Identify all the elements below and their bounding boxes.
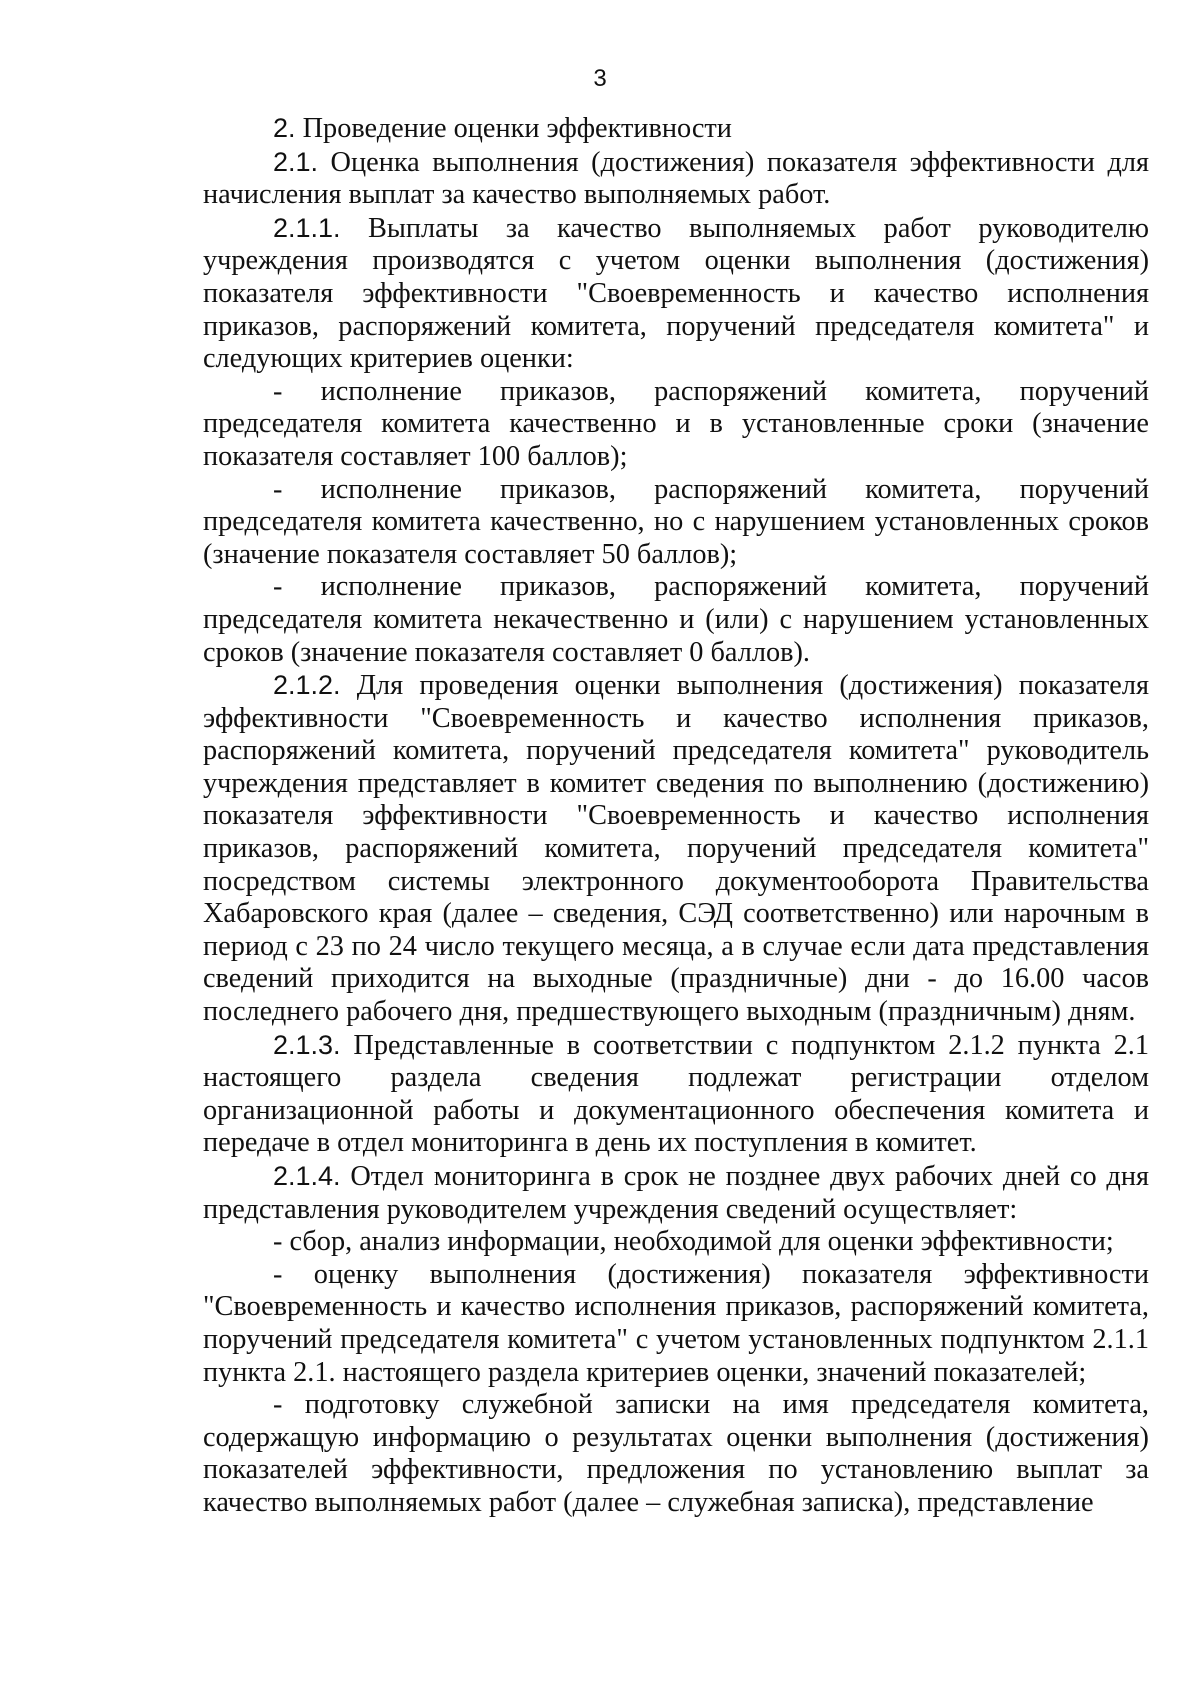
paragraph-number: 2.1.4. — [273, 1161, 341, 1191]
paragraph-2-1 — [203, 146, 1149, 212]
paragraph-number: 2.1.1. — [273, 212, 341, 243]
paragraph-number: 2.1.2. — [273, 670, 341, 701]
paragraph-number: 2.1.3. — [273, 1029, 341, 1060]
section-heading — [203, 112, 1149, 146]
task-item: - оценку выполнения (достижения) показателя эффективности "Своевременность и качество исполнения приказов, распоряжений комитета, поручений председателя комитета" с учетом установленных подпунктом 2.1.1 пункта 2.1. настоящего раздела критериев оценки, значений показателей; — [203, 1258, 1149, 1388]
task-item: - подготовку служебной записки на имя председателя комитета, содержащую информацию о результатах оценки выполнения (достижения) показателей эффективности, предложения по установлению выплат за качество выполняемых работ (далее – служебная записка), представление — [203, 1389, 1149, 1518]
paragraph-2-1-4 — [203, 1160, 1149, 1226]
paragraph-text: Оценка выполнения (достижения) показателя эффективности для начисления выплат за качество выполняемых работ. — [203, 146, 1149, 211]
document-body — [203, 112, 1149, 1520]
paragraph-text: Представленные в соответствии с подпунктом 2.1.2 пункта 2.1 настоящего раздела сведения подлежат регистрации отделом организационной работы и документационного обеспечения комитета и передаче в отдел мониторинга в день их поступления в комитет. — [203, 1029, 1149, 1159]
page-number: 3 — [593, 65, 607, 92]
criterion-item: - исполнение приказов, распоряжений комитета, поручений председателя комитета качественно и в установленные сроки (значение показателя составляет 100 баллов); — [203, 375, 1149, 472]
section-number: 2. — [273, 113, 296, 143]
paragraph-2-1-3 — [203, 1029, 1149, 1160]
paragraph-text: Для проведения оценки выполнения (достижения) показателя эффективности "Своевременность и качество исполнения приказов, распоряжений комитета, поручений председателя комитета" руководитель учреждения представляет в комитет сведения по выполнению (достижению) показателя эффективности "Своевременность и качество исполнения приказов, распоряжений комитета, поручений председателя комитета" посредством системы электронного документооборота Правительства Хабаровского края (далее – сведения, СЭД соответственно) или нарочным в период с 23 по 24 число текущего месяца, а в случае если дата представления сведений приходится на выходные (праздничные) дни - до 16.00 часов последнего рабочего дня, предшествующего выходным (праздничным) дням. — [203, 670, 1149, 1028]
paragraph-2-1-1 — [203, 212, 1149, 376]
section-title: Проведение оценки эффективности — [295, 113, 732, 144]
task-item: - сбор, анализ информации, необходимой для оценки эффективности; — [273, 1226, 1114, 1258]
paragraph-text: Выплаты за качество выполняемых работ руководителю учреждения производятся с учетом оценки выполнения (достижения) показателя эффективности "Своевременность и качество исполнения приказов, распоряжений комитета, поручений председателя комитета" и следующих критериев оценки: — [203, 212, 1149, 375]
criterion-item: - исполнение приказов, распоряжений комитета, поручений председателя комитета некачественно и (или) с нарушением установленных сроков (значение показателя составляет 0 баллов). — [203, 571, 1149, 668]
criterion-item: - исполнение приказов, распоряжений комитета, поручений председателя комитета качественно, но с нарушением установленных сроков (значение показателя составляет 50 баллов); — [203, 473, 1149, 570]
paragraph-text: Отдел мониторинга в срок не позднее двух рабочих дней со дня представления руководителем учреждения сведений осуществляет: — [203, 1161, 1149, 1225]
paragraph-2-1-2 — [203, 669, 1149, 1029]
paragraph-number: 2.1. — [273, 146, 319, 177]
